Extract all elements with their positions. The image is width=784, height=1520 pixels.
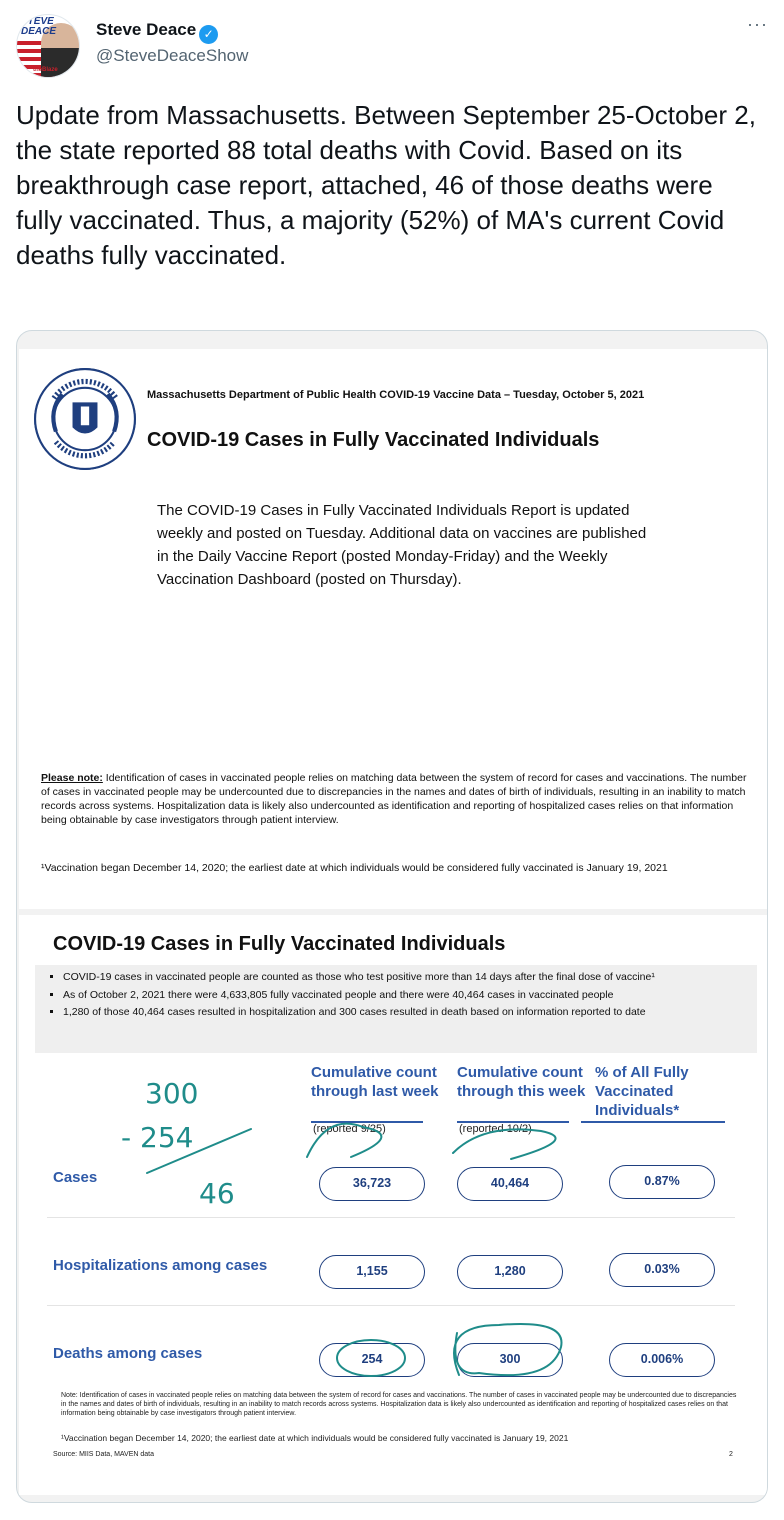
circle-deaths-this — [454, 1324, 561, 1375]
tweet-header — [16, 14, 768, 78]
report-page-1 — [19, 349, 767, 909]
author-name-row[interactable] — [96, 20, 218, 44]
deaths-percent-value: 0.006% — [609, 1343, 715, 1377]
author-name[interactable]: Steve Deace — [96, 20, 197, 39]
reported-last-week: (reported 9/25) — [313, 1123, 386, 1135]
deaths-last-week-value: 254 — [319, 1343, 425, 1377]
avatar-sublogo: theBlaze — [33, 67, 58, 73]
handwritten-300: 300 — [145, 1077, 199, 1110]
note-label: Please note: — [41, 772, 103, 784]
table-vaccination-note: ¹Vaccination began December 14, 2020; the earliest date at which individuals would be considered fully vaccinated is January 19, 2021 — [61, 1433, 569, 1443]
hosp-percent-value: 0.03% — [609, 1253, 715, 1287]
cases-this-week-value: 40,464 — [457, 1167, 563, 1201]
reported-this-week: (reported 10/2) — [459, 1123, 532, 1135]
vaccination-note: ¹Vaccination began December 14, 2020; the earliest date at which individuals would be considered fully vaccinated is January 19, 2021 — [41, 862, 668, 874]
verified-badge-icon: ✓ — [199, 25, 218, 44]
page-number: 2 — [729, 1451, 733, 1458]
cases-last-week-value: 36,723 — [319, 1167, 425, 1201]
row-label-deaths: Deaths among cases — [53, 1345, 203, 1362]
author-handle[interactable]: @SteveDeaceShow — [96, 46, 249, 65]
avatar-logo-text: STEVE DEACE — [21, 16, 57, 37]
row-label-cases: Cases — [53, 1169, 98, 1186]
column-header-this-week: Cumulative count through this week — [457, 1064, 586, 1100]
report-department-header: Massachusetts Department of Public Health COVID-19 Vaccine Data – Tuesday, October 5, 2021 — [147, 389, 645, 401]
column-header-last-week: Cumulative count through last week — [311, 1064, 439, 1100]
column-header-percent: % of All Fully Vaccinated Individuals* — [595, 1064, 689, 1119]
deaths-this-week-value: 300 — [457, 1343, 563, 1377]
note-text: Identification of cases in vaccinated people relies on matching data between the system of record for cases and vaccinations. The number of cases in vaccinated people may be undercounted due to discrepancies in the names and dates of birth of individuals, resulting in an inability to match records across systems. Hospitalization data is likely also undercounted as identification and reporting of hospitalized cases relies on that information being obtainable by case investigators through patient interview. — [41, 772, 747, 826]
hosp-this-week-value: 1,280 — [457, 1255, 563, 1289]
table-title: COVID-19 Cases in Fully Vaccinated Individuals — [53, 933, 506, 955]
report-intro: The COVID-19 Cases in Fully Vaccinated Individuals Report is updated weekly and posted on Tuesday. Additional data on vaccines are published in the Daily Vaccine Report (posted Monday-Friday) and the Weekly Vaccination Dashboard (posted on Thursday). — [157, 502, 647, 588]
circle-reported-last — [307, 1124, 381, 1157]
handwritten-46: 46 — [199, 1177, 235, 1210]
row-label-hospitalizations: Hospitalizations among cases — [53, 1257, 268, 1274]
report-note — [41, 771, 747, 827]
report-title: COVID-19 Cases in Fully Vaccinated Individuals — [147, 429, 600, 451]
avatar[interactable] — [16, 14, 80, 78]
hosp-last-week-value: 1,155 — [319, 1255, 425, 1289]
massachusetts-seal-large-icon — [33, 367, 137, 471]
data-source: Source: MIIS Data, MAVEN data — [53, 1451, 155, 1458]
circle-reported-this — [453, 1129, 556, 1159]
table-footnote: Note: Identification of cases in vaccinated people relies on matching data between the system of record for cases and vaccinations. The number of cases in vaccinated people may be undercounted due to discrepancies in the names and dates of birth of individuals, resulting in an inability to match records across systems. Hospitalization data is likely also undercounted as identification and reporting of hospitalized cases relies on that information being obtainable by case investigators through patient interview. — [61, 1392, 737, 1417]
cases-percent-value: 0.87% — [609, 1165, 715, 1199]
report-page-2 — [19, 915, 767, 1495]
bullet-item: ▪ 1,280 of those 40,464 cases resulted in hospitalization and 300 cases resulted in death based on information reported to date — [63, 1006, 747, 1020]
handwritten-annotations — [19, 915, 767, 1495]
more-options-icon[interactable]: ··· — [747, 14, 768, 34]
tweet-text: Update from Massachusetts. Between September 25-October 2, the state reported 88 total deaths with Covid. Based on its breakthrough case report, attached, 46 of those deaths were fully vaccinated. Thus, a majority (52%) of MA's current Covid deaths fully vaccinated. — [16, 100, 756, 270]
bullet-item: ▪ COVID-19 cases in vaccinated people are counted as those who test positive more than 14 days after the final dose of vaccine¹ — [63, 971, 747, 985]
circle-deaths-last — [337, 1340, 405, 1376]
bullet-item: ▪ As of October 2, 2021 there were 4,633,805 fully vaccinated people and there were 40,464 cases in vaccinated people — [63, 989, 747, 1003]
tweet-media-image[interactable] — [16, 330, 768, 1503]
handwritten-254: - 254 — [121, 1121, 194, 1154]
